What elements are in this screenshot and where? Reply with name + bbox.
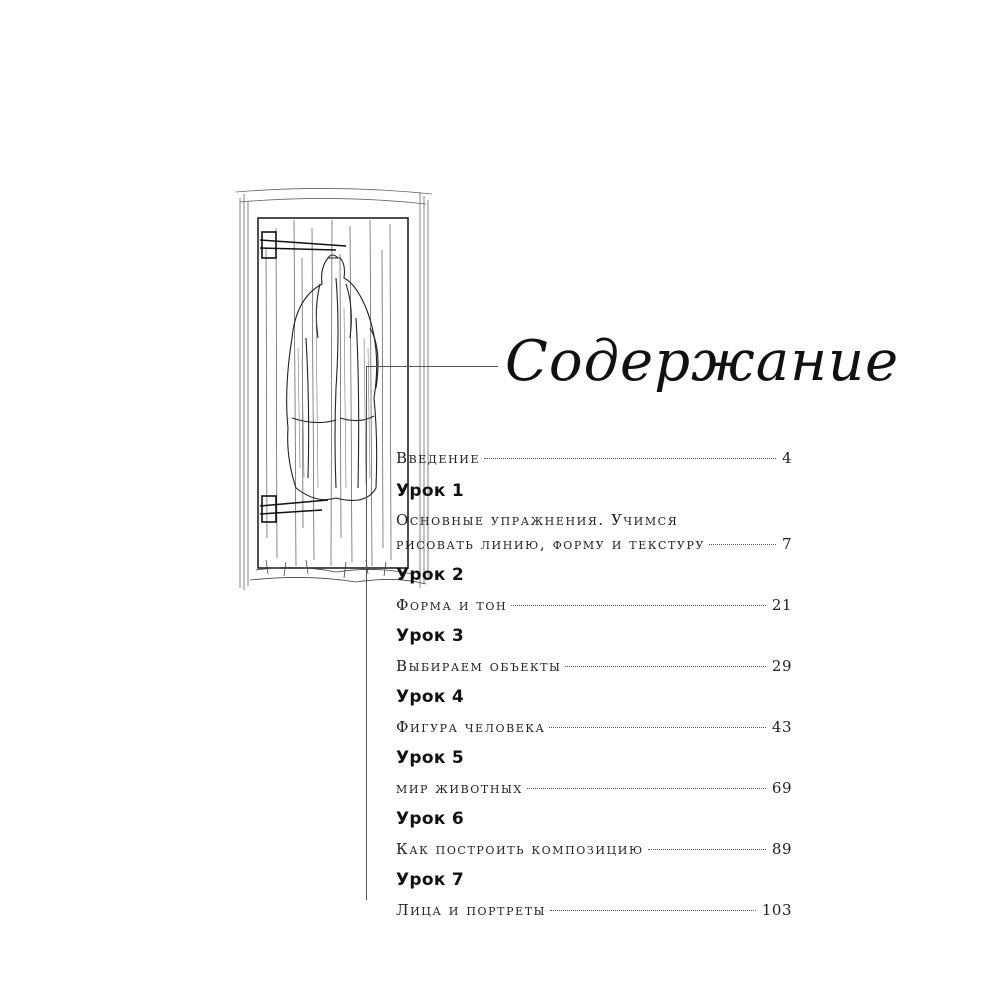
lesson-heading-6: Урок 6 [396,809,465,829]
lesson-heading-2: Урок 2 [396,565,465,585]
lesson-heading-5: Урок 5 [396,748,465,768]
toc-page-number: 69 [771,779,792,797]
toc-entry-text: мир животных [396,779,523,797]
toc-page-number: 89 [771,840,792,858]
leader-dots [527,788,766,789]
toc-entry-text: Выбираем объекты [396,657,562,675]
leader-dots [549,727,765,728]
toc-entry-text: Лица и портреты [396,901,547,919]
toc-entry-lesson-2[interactable] [396,593,792,617]
toc-entry-text: Введение [396,449,481,467]
toc-page-number: 29 [771,657,792,675]
leader-dots [709,544,776,545]
toc-page-number: 103 [761,901,792,919]
toc-entry-lesson-3[interactable] [396,654,792,678]
toc-entry-lesson-5[interactable] [396,776,792,800]
toc-entry-lesson-6[interactable] [396,837,792,861]
frame-divider-top [366,366,498,367]
table-of-contents [396,446,792,922]
toc-entry-intro[interactable] [396,446,792,470]
toc-entry-lesson-1[interactable] [396,532,792,556]
toc-page-number: 21 [771,596,792,614]
toc-entry-text: Основные упражнения. Учимся [396,511,679,529]
lesson-heading-7: Урок 7 [396,870,465,890]
leader-dots [550,910,756,911]
toc-entry-text: Форма и тон [396,596,508,614]
toc-page-number: 7 [781,535,792,553]
toc-entry-lesson-4[interactable] [396,715,792,739]
toc-page-number: 43 [771,718,792,736]
toc-entry-text: Фигура человека [396,718,546,736]
frame-divider-left [366,366,367,900]
leader-dots [511,605,766,606]
leader-dots [484,458,776,459]
lesson-heading-1: Урок 1 [396,481,465,501]
toc-entry-text: рисовать линию, форму и текстуру [396,535,706,553]
toc-page-number: 4 [781,449,792,467]
lesson-heading-3: Урок 3 [396,626,465,646]
toc-entry-lesson-7[interactable] [396,898,792,922]
lesson-heading-4: Урок 4 [396,687,465,707]
toc-entry-text: Как построить композицию [396,840,644,858]
leader-dots [648,849,766,850]
page-title: Содержание [505,329,900,394]
leader-dots [565,666,765,667]
